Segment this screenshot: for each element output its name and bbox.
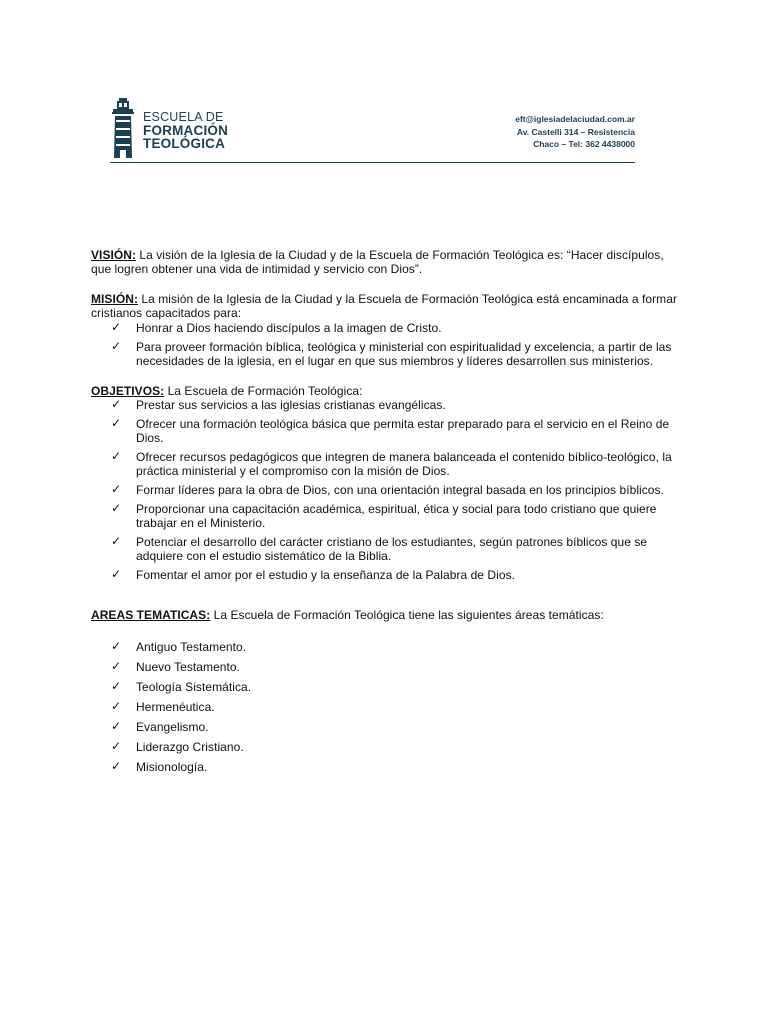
list-item-text: Hermenéutica.	[136, 700, 215, 714]
check-icon: ✓	[111, 759, 122, 773]
list-item	[111, 568, 681, 582]
header-divider	[110, 162, 635, 163]
check-icon: ✓	[111, 320, 122, 334]
list-item-text: Misionología.	[136, 760, 208, 774]
list-item	[111, 760, 681, 774]
mision-text: La misión de la Iglesia de la Ciudad y la Escuela de Formación Teológica está encaminada a formar cristianos capacitados para:	[91, 292, 677, 320]
check-icon: ✓	[111, 482, 122, 496]
list-item-text: Teología Sistemática.	[136, 680, 252, 694]
check-icon: ✓	[111, 534, 122, 548]
areas-text: La Escuela de Formación Teológica tiene las siguientes áreas temáticas:	[210, 608, 604, 622]
list-item-text: Fomentar el amor por el estudio y la enseñanza de la Palabra de Dios.	[136, 568, 515, 582]
list-item	[111, 680, 681, 694]
vision-text: La visión de la Iglesia de la Ciudad y de la Escuela de Formación Teológica es: “Hacer discípulos, que logren obtener una vida de intimidad y servicio con Dios”.	[91, 248, 664, 276]
logo-line-2: FORMACIÓN	[143, 123, 229, 138]
lighthouse-logo-icon	[110, 98, 136, 158]
objetivos-text: La Escuela de Formación Teológica:	[164, 384, 363, 398]
document-body	[91, 248, 681, 774]
objetivos-list	[91, 398, 681, 582]
check-icon: ✓	[111, 501, 122, 515]
mision-list	[91, 321, 681, 368]
vision-paragraph	[91, 248, 681, 276]
list-item	[111, 321, 681, 335]
list-item	[111, 700, 681, 714]
check-icon: ✓	[111, 567, 122, 581]
list-item	[111, 340, 681, 368]
logo-wordmark	[143, 111, 228, 150]
list-item	[111, 450, 681, 478]
list-item	[111, 640, 681, 654]
check-icon: ✓	[111, 739, 122, 753]
logo-line-3: TEOLÓGICA	[143, 136, 226, 151]
list-item	[111, 720, 681, 734]
list-item-text: Formar líderes para la obra de Dios, con una orientación integral basada en los principios bíblicos.	[136, 483, 664, 497]
list-item-text: Evangelismo.	[136, 720, 209, 734]
list-item-text: Potenciar el desarrollo del carácter cristiano de los estudiantes, según patrones bíblicos que se adquiere con el estudio sistemático de la Biblia.	[136, 535, 648, 563]
contact-address: Av. Castelli 314 – Resistencia	[516, 126, 635, 137]
objetivos-label: OBJETIVOS:	[91, 384, 165, 398]
list-item-text: Liderazgo Cristiano.	[136, 740, 244, 754]
list-item-text: Prestar sus servicios a las iglesias cristianas evangélicas.	[136, 398, 446, 412]
list-item	[111, 660, 681, 674]
contact-block	[515, 113, 635, 151]
list-item	[111, 535, 681, 563]
list-item-text: Proporcionar una capacitación académica, espiritual, ética y social para todo cristiano que quiere trabajar en el Ministerio.	[136, 502, 657, 530]
check-icon: ✓	[111, 416, 122, 430]
objetivos-paragraph	[91, 384, 681, 398]
list-item-text: Para proveer formación bíblica, teológica y ministerial con espiritualidad y excelencia, a partir de las necesidades de la iglesia, en el lugar en que sus miembros y líderes desarrollen sus ministerios.	[136, 340, 672, 368]
list-item	[111, 502, 681, 530]
list-item-text: Ofrecer recursos pedagógicos que integren de manera balanceada el contenido bíblico-teológico, la práctica ministerial y el compromiso con la misión de Dios.	[136, 450, 672, 478]
check-icon: ✓	[111, 679, 122, 693]
list-item-text: Antiguo Testamento.	[136, 640, 247, 654]
vision-label: VISIÓN:	[91, 248, 137, 262]
check-icon: ✓	[111, 659, 122, 673]
areas-list	[91, 640, 681, 774]
areas-paragraph	[91, 608, 681, 622]
list-item-text: Honrar a Dios haciendo discípulos a la imagen de Cristo.	[136, 321, 442, 335]
check-icon: ✓	[111, 719, 122, 733]
list-item	[111, 398, 681, 412]
letterhead	[110, 95, 635, 165]
list-item-text: Ofrecer una formación teológica básica que permita estar preparado para el servicio en el Reino de Dios.	[136, 417, 670, 445]
list-item-text: Nuevo Testamento.	[136, 660, 241, 674]
check-icon: ✓	[111, 339, 122, 353]
check-icon: ✓	[111, 397, 122, 411]
logo-line-1: ESCUELA DE	[143, 110, 224, 124]
list-item	[111, 483, 681, 497]
list-item	[111, 740, 681, 754]
contact-phone: Chaco – Tel: 362 4438000	[533, 139, 635, 149]
check-icon: ✓	[111, 449, 122, 463]
mision-label: MISIÓN:	[91, 292, 139, 306]
mision-paragraph	[91, 292, 681, 320]
list-item	[111, 417, 681, 445]
contact-email: eft@iglesiadelaciudad.com.ar	[515, 114, 635, 124]
check-icon: ✓	[111, 639, 122, 653]
check-icon: ✓	[111, 699, 122, 713]
areas-label: AREAS TEMATICAS:	[91, 608, 211, 622]
